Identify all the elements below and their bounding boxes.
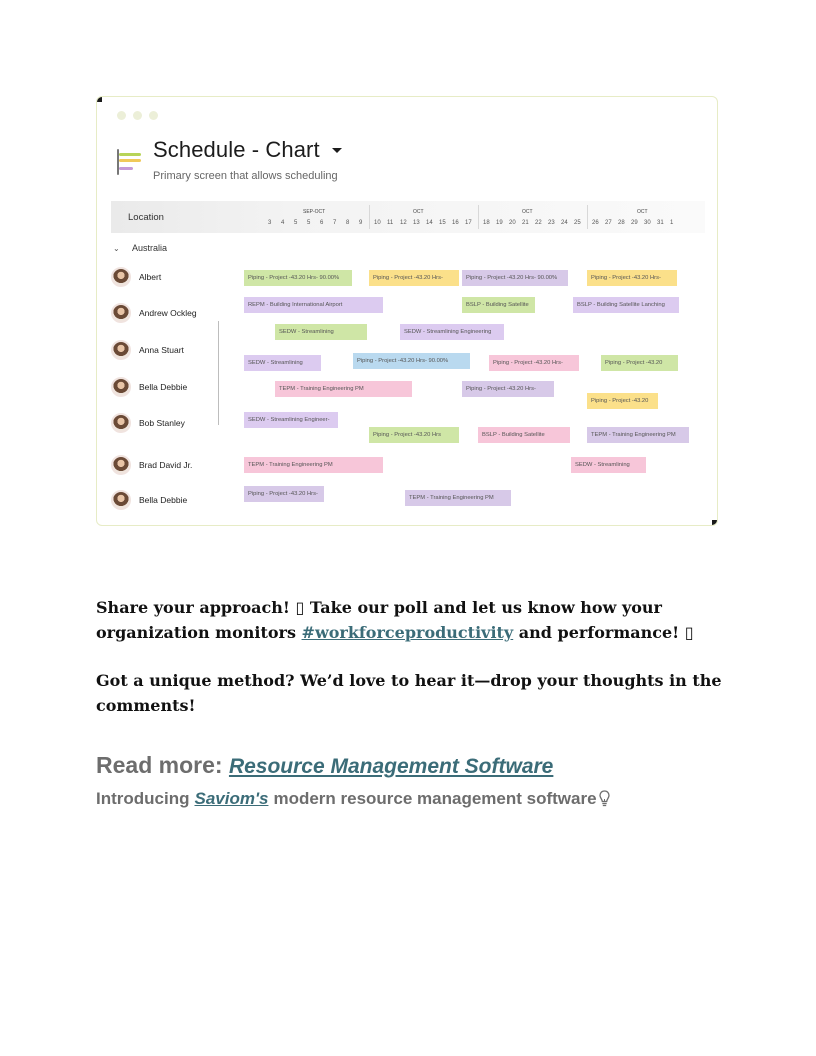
window-dot-icon xyxy=(117,111,126,120)
window-dot-icon xyxy=(149,111,158,120)
scrollbar[interactable] xyxy=(218,321,219,425)
day-label: 14 xyxy=(426,220,433,226)
chevron-down-icon[interactable]: ⌄ xyxy=(113,244,120,253)
day-label: 25 xyxy=(574,220,581,226)
schedule-bar[interactable]: SEDW - Streamlining xyxy=(275,324,367,340)
day-label: 7 xyxy=(333,220,337,226)
month-label: OCT xyxy=(637,209,648,215)
day-label: 10 xyxy=(374,220,381,226)
day-label: 31 xyxy=(657,220,664,226)
comments-paragraph: Got a unique method? We’d love to hear it—drop your thoughts in the comments! xyxy=(96,671,722,715)
avatar xyxy=(111,377,131,397)
intro-prefix: Introducing xyxy=(96,789,190,808)
day-label: 15 xyxy=(439,220,446,226)
day-label: 4 xyxy=(281,220,285,226)
schedule-bar[interactable]: REPM - Building International Airport xyxy=(244,297,383,313)
person-name: Bella Debbie xyxy=(139,495,188,505)
day-label: 5 xyxy=(307,220,311,226)
person-name: Brad David Jr. xyxy=(139,460,193,470)
schedule-bar[interactable]: Piping - Project -43.20 Hrs- xyxy=(244,486,324,502)
schedule-bar[interactable]: Piping - Project -43.20 Hrs- 90.00% xyxy=(353,353,470,369)
intro-suffix: modern resource management software xyxy=(273,789,597,808)
day-label: 8 xyxy=(346,220,350,226)
day-label: 11 xyxy=(387,220,394,226)
poll-text-start: Share your approach! xyxy=(96,598,296,617)
week-divider xyxy=(478,205,479,229)
schedule-bar[interactable]: BSLP - Building Satellite xyxy=(462,297,535,313)
schedule-bar[interactable]: SEDW - Streamlining Engineering xyxy=(400,324,504,340)
timeline-header xyxy=(111,201,705,233)
missing-glyph-icon: ▯ xyxy=(684,623,694,642)
schedule-bar[interactable]: Piping - Project -43.20 Hrs- xyxy=(462,381,554,397)
poll-paragraph xyxy=(96,595,726,645)
schedule-bar[interactable]: BSLP - Building Satellite Lanching xyxy=(573,297,679,313)
intro-line xyxy=(96,789,610,809)
week-divider xyxy=(587,205,588,229)
person-name: Bella Debbie xyxy=(139,382,188,392)
schedule-bar[interactable]: SEDW - Streamlining xyxy=(571,457,646,473)
day-label: 24 xyxy=(561,220,568,226)
avatar xyxy=(111,267,131,287)
person-row[interactable] xyxy=(111,377,187,397)
week-divider xyxy=(369,205,370,229)
schedule-bar[interactable]: Piping - Project -43.20 Hrs- xyxy=(489,355,579,371)
avatar xyxy=(111,455,131,475)
person-name: Anna Stuart xyxy=(139,345,184,355)
read-more-label: Read more: xyxy=(96,752,229,778)
schedule-bar[interactable]: Piping - Project -43.20 xyxy=(587,393,658,409)
day-label: 9 xyxy=(359,220,363,226)
day-label: 12 xyxy=(400,220,407,226)
schedule-bar[interactable]: Piping - Project -43.20 Hrs- 90.00% xyxy=(462,270,568,286)
avatar xyxy=(111,303,131,323)
window-controls xyxy=(117,111,158,120)
day-label: 28 xyxy=(618,220,625,226)
month-label: SEP-OCT xyxy=(303,209,326,215)
saviom-link[interactable]: Saviom's xyxy=(194,789,269,808)
person-name: Bob Stanley xyxy=(139,418,185,428)
month-label: OCT xyxy=(522,209,533,215)
read-more-line xyxy=(96,752,553,779)
day-label: 27 xyxy=(605,220,612,226)
schedule-bar[interactable]: TEPM - Training Engineering PM xyxy=(587,427,689,443)
chevron-down-icon[interactable] xyxy=(332,148,342,153)
schedule-logo-icon xyxy=(117,149,143,175)
window-dot-icon xyxy=(133,111,142,120)
location-column-header: Location xyxy=(128,212,164,223)
person-row[interactable] xyxy=(111,267,161,287)
day-label: 18 xyxy=(483,220,490,226)
avatar xyxy=(111,340,131,360)
schedule-bar[interactable]: Piping - Project -43.20 Hrs xyxy=(369,427,459,443)
schedule-bar[interactable]: Piping - Project -43.20 Hrs- 90.00% xyxy=(244,270,352,286)
schedule-bar[interactable]: Piping - Project -43.20 Hrs- xyxy=(587,270,677,286)
schedule-bar[interactable]: TEPM - Training Engineering PM xyxy=(244,457,383,473)
schedule-bar[interactable]: TEPM - Training Engineering PM xyxy=(405,490,511,506)
resource-management-link[interactable]: Resource Management Software xyxy=(228,755,554,778)
lightbulb-icon xyxy=(599,790,610,809)
person-row[interactable] xyxy=(111,303,197,323)
month-label: OCT xyxy=(413,209,424,215)
day-label: 5 xyxy=(294,220,298,226)
person-name: Albert xyxy=(139,272,162,282)
person-name: Andrew Ockleg xyxy=(139,308,197,318)
page-title: Schedule - Chart xyxy=(153,137,320,162)
hashtag-link[interactable]: #workforceproductivity xyxy=(301,623,514,642)
day-label: 3 xyxy=(268,220,272,226)
schedule-bar[interactable]: BSLP - Building Satellite xyxy=(478,427,570,443)
poll-text-middle: Take our poll and let us know how your organization monitors xyxy=(96,598,662,642)
missing-glyph-icon: ▯ xyxy=(295,598,305,617)
schedule-bar[interactable]: Piping - Project -43.20 Hrs- xyxy=(369,270,459,286)
day-label: 1 xyxy=(670,220,674,226)
day-label: 16 xyxy=(452,220,459,226)
schedule-chart-screenshot xyxy=(96,96,718,526)
schedule-bar[interactable]: Piping - Project -43.20 xyxy=(601,355,678,371)
poll-text-end: and performance! xyxy=(513,623,685,642)
page-subtitle: Primary screen that allows scheduling xyxy=(153,170,338,182)
day-label: 23 xyxy=(548,220,555,226)
person-row[interactable] xyxy=(111,490,187,510)
person-row[interactable] xyxy=(111,340,184,360)
group-label[interactable]: Australia xyxy=(132,243,168,253)
day-label: 17 xyxy=(465,220,472,226)
person-row[interactable] xyxy=(111,413,185,433)
day-label: 21 xyxy=(522,220,529,226)
day-label: 19 xyxy=(496,220,503,226)
avatar xyxy=(111,490,131,510)
chart-title-row[interactable] xyxy=(153,137,342,163)
schedule-bar[interactable]: SEDW - Streamlining Engineer- xyxy=(244,412,338,428)
person-row[interactable] xyxy=(111,455,192,475)
schedule-bar[interactable]: SEDW - Streamlining xyxy=(244,355,321,371)
avatar xyxy=(111,413,131,433)
day-label: 22 xyxy=(535,220,542,226)
schedule-bar[interactable]: TEPM - Training Engineering PM xyxy=(275,381,412,397)
day-label: 6 xyxy=(320,220,324,226)
day-label: 26 xyxy=(592,220,599,226)
day-label: 13 xyxy=(413,220,420,226)
day-label: 30 xyxy=(644,220,651,226)
day-label: 20 xyxy=(509,220,516,226)
day-label: 29 xyxy=(631,220,638,226)
